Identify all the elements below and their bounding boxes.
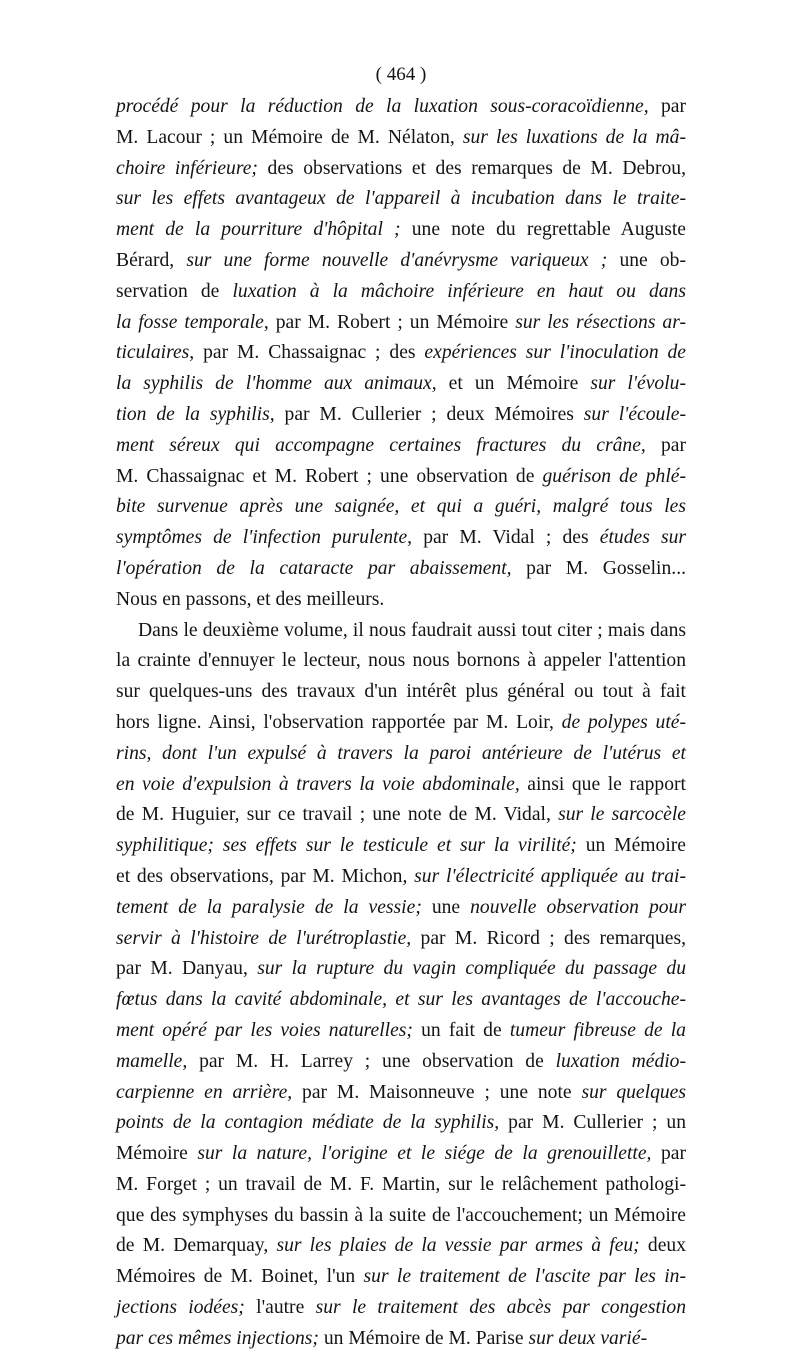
text-line [116,831,686,862]
italic-run: tion de la syphilis, [116,403,275,425]
text-line [116,523,686,554]
italic-run: jections iodées; [116,1297,245,1319]
text-line [116,1016,686,1047]
paragraph [116,616,686,1355]
italic-run: syphilitique; ses effets sur le testicule et sur la virilité; [116,835,577,857]
roman-run: par M. Danyau, [116,958,258,980]
text-line [116,1293,686,1324]
italic-run: ment de la pourriture d'hôpital ; [116,219,401,241]
text-line [116,554,686,585]
text-line [116,1231,686,1262]
roman-run: une ob- [607,249,686,271]
italic-run: nouvelle observation pour [470,896,686,918]
roman-run: des observations et des remarques de M. Debrou, [257,157,686,179]
text-line [116,1139,686,1170]
roman-run: par M. Gosselin... [511,557,686,579]
roman-run: par M. Vidal ; des [412,527,600,549]
italic-run: sur les résections ar- [515,311,686,333]
italic-run: fœtus dans la cavité abdominale, et sur les avantages de l'accouche- [116,989,686,1011]
roman-run: par [648,96,686,117]
text-line [116,1078,686,1109]
text-line [116,308,686,339]
italic-run: par ces mêmes injections; [116,1327,319,1349]
roman-run: Dans le deuxième volume, il nous faudrait aussi tout citer ; mais dans [138,619,686,641]
page-number: ( 464 ) [375,64,427,85]
text-line [116,616,686,647]
italic-run: symptômes de l'infection purulente, [116,527,413,549]
italic-run: sur les luxations de la mâ- [462,126,686,148]
text-line [116,800,686,831]
italic-run: guérison de phlé- [542,465,686,487]
italic-run: luxation médio- [555,1050,687,1072]
italic-run: rins, dont l'un expulsé à travers la paroi antérieure de l'utérus et [116,742,686,764]
roman-run: une [421,896,471,918]
roman-run: un Mémoire [576,835,687,857]
italic-run: sur le traitement de l'ascite par les in- [363,1266,686,1288]
text-line [116,462,686,493]
italic-run: études sur [599,527,686,549]
text-line [116,338,686,369]
roman-run: M. Forget ; un travail de M. F. Martin, sur le relâchement pathologi- [116,1173,686,1195]
body-text [116,92,686,1355]
text-line [116,369,686,400]
roman-run: Mémoire [116,1143,198,1165]
italic-run: choire inférieure; [116,157,258,179]
italic-run: points de la contagion médiate de la syphilis, [116,1112,500,1134]
roman-run: et des observations, par M. Michon, [116,865,415,887]
italic-run: sur les plaies de la vessie par armes à feu; [276,1235,640,1257]
roman-run: Nous en passons, et des meilleurs. [116,588,385,610]
roman-run: par M. Cullerier ; deux Mémoires [274,403,584,425]
italic-run: sur la nature, l'origine et le siége de la grenouillette, [197,1143,652,1165]
roman-run: par M. Cullerier ; un [499,1112,687,1134]
text-line [116,677,686,708]
roman-run: servation de [116,280,233,302]
text-line [116,400,686,431]
italic-run: sur le traitement des abcès par congestion [315,1297,686,1319]
text-line [116,154,686,185]
italic-run: de polypes uté- [561,711,686,733]
italic-run: sur la rupture du vagin compliquée du passage du [257,958,686,980]
text-line [116,924,686,955]
text-line [116,646,686,677]
italic-run: ment séreux qui accompagne certaines fractures du crâne, [116,434,646,456]
book-page [116,60,686,1355]
text-line [116,184,686,215]
italic-run: sur le sarcocèle [558,804,686,826]
italic-run: sur l'évolu- [590,373,686,395]
italic-run: servir à l'histoire de l'urétroplastie, [116,927,412,949]
text-line [116,1201,686,1232]
text-line [116,893,686,924]
italic-run: ment opéré par les voies naturelles; [116,1019,413,1041]
roman-run: ainsi que le rapport [519,773,686,795]
text-line [116,246,686,277]
italic-run: ticulaires, [116,342,195,364]
text-line [116,431,686,462]
roman-run: par M. Ricord ; des remarques, [411,927,686,949]
roman-run: par M. H. Larrey ; une observation de [187,1050,556,1072]
text-line [116,739,686,770]
roman-run: M. Lacour ; un Mémoire de M. Nélaton, [116,126,463,148]
italic-run: en voie d'expulsion à travers la voie abdominale, [116,773,520,795]
italic-run: l'opération de la cataracte par abaissement, [116,557,512,579]
italic-run: la syphilis de l'homme aux animaux, [116,373,437,395]
italic-run: luxation à la mâchoire inférieure en haut ou dans [232,280,686,302]
italic-run: bite survenue après une saignée, et qui a guéri, malgré tous les [116,496,686,518]
roman-run: une note du regrettable Auguste [400,219,686,241]
italic-run: sur les effets avantageux de l'appareil à incubation dans le traite- [116,188,686,210]
roman-run: Mémoires de M. Boinet, l'un [116,1266,364,1288]
roman-run: hors ligne. Ainsi, l'observation rapportée par M. Loir, [116,711,562,733]
paragraph [116,92,686,616]
roman-run: l'autre [244,1297,316,1319]
italic-run: carpienne en arrière, [116,1081,293,1103]
roman-run: par M. Chassaignac ; des [194,342,425,364]
text-line [116,585,686,616]
text-line [116,215,686,246]
roman-run: de M. Demarquay, [116,1235,277,1257]
italic-run: sur l'écoule- [583,403,686,425]
roman-run: et un Mémoire [436,373,591,395]
text-line [116,708,686,739]
text-line [116,862,686,893]
roman-run: M. Chassaignac et M. Robert ; une observation de [116,465,543,487]
roman-run: par [645,434,686,456]
text-line [116,1170,686,1201]
italic-run: sur deux varié- [528,1327,648,1349]
roman-run: la crainte d'ennuyer le lecteur, nous nous bornons à appeler l'attention [116,650,686,672]
text-line [116,92,686,123]
roman-run: un fait de [412,1019,510,1041]
italic-run: sur quelques [581,1081,686,1103]
text-line [116,954,686,985]
roman-run: deux [639,1235,687,1257]
italic-run: procédé pour la réduction de la luxation sous-coracoïdienne, [116,96,649,117]
text-line [116,492,686,523]
text-line [116,277,686,308]
text-line [116,985,686,1016]
italic-run: la fosse temporale, [116,311,269,333]
roman-run: un Mémoire de M. Parise [318,1327,529,1349]
italic-run: mamelle, [116,1050,188,1072]
italic-run: tumeur fibreuse de la [509,1019,686,1041]
italic-run: sur l'électricité appliquée au trai- [414,865,687,887]
text-line [116,770,686,801]
roman-run: par [651,1143,686,1165]
roman-run: par M. Robert ; un Mémoire [268,311,516,333]
roman-run: Bérard, [116,249,187,271]
text-line [116,1108,686,1139]
text-line [116,123,686,154]
roman-run: sur quelques-uns des travaux d'un intérêt plus général ou tout à fait [116,681,686,703]
italic-run: sur une forme nouvelle d'anévrysme variqueux ; [186,249,608,271]
roman-run: de M. Huguier, sur ce travail ; une note de M. Vidal, [116,804,559,826]
roman-run: par M. Maisonneuve ; une note [292,1081,582,1103]
roman-run: que des symphyses du bassin à la suite de l'accouchement; un Mémoire [116,1204,686,1226]
italic-run: tement de la paralysie de la vessie; [116,896,422,918]
italic-run: expériences sur l'inoculation de [424,342,687,364]
text-line [116,1262,686,1293]
text-line [116,1324,686,1355]
text-line [116,1047,686,1078]
